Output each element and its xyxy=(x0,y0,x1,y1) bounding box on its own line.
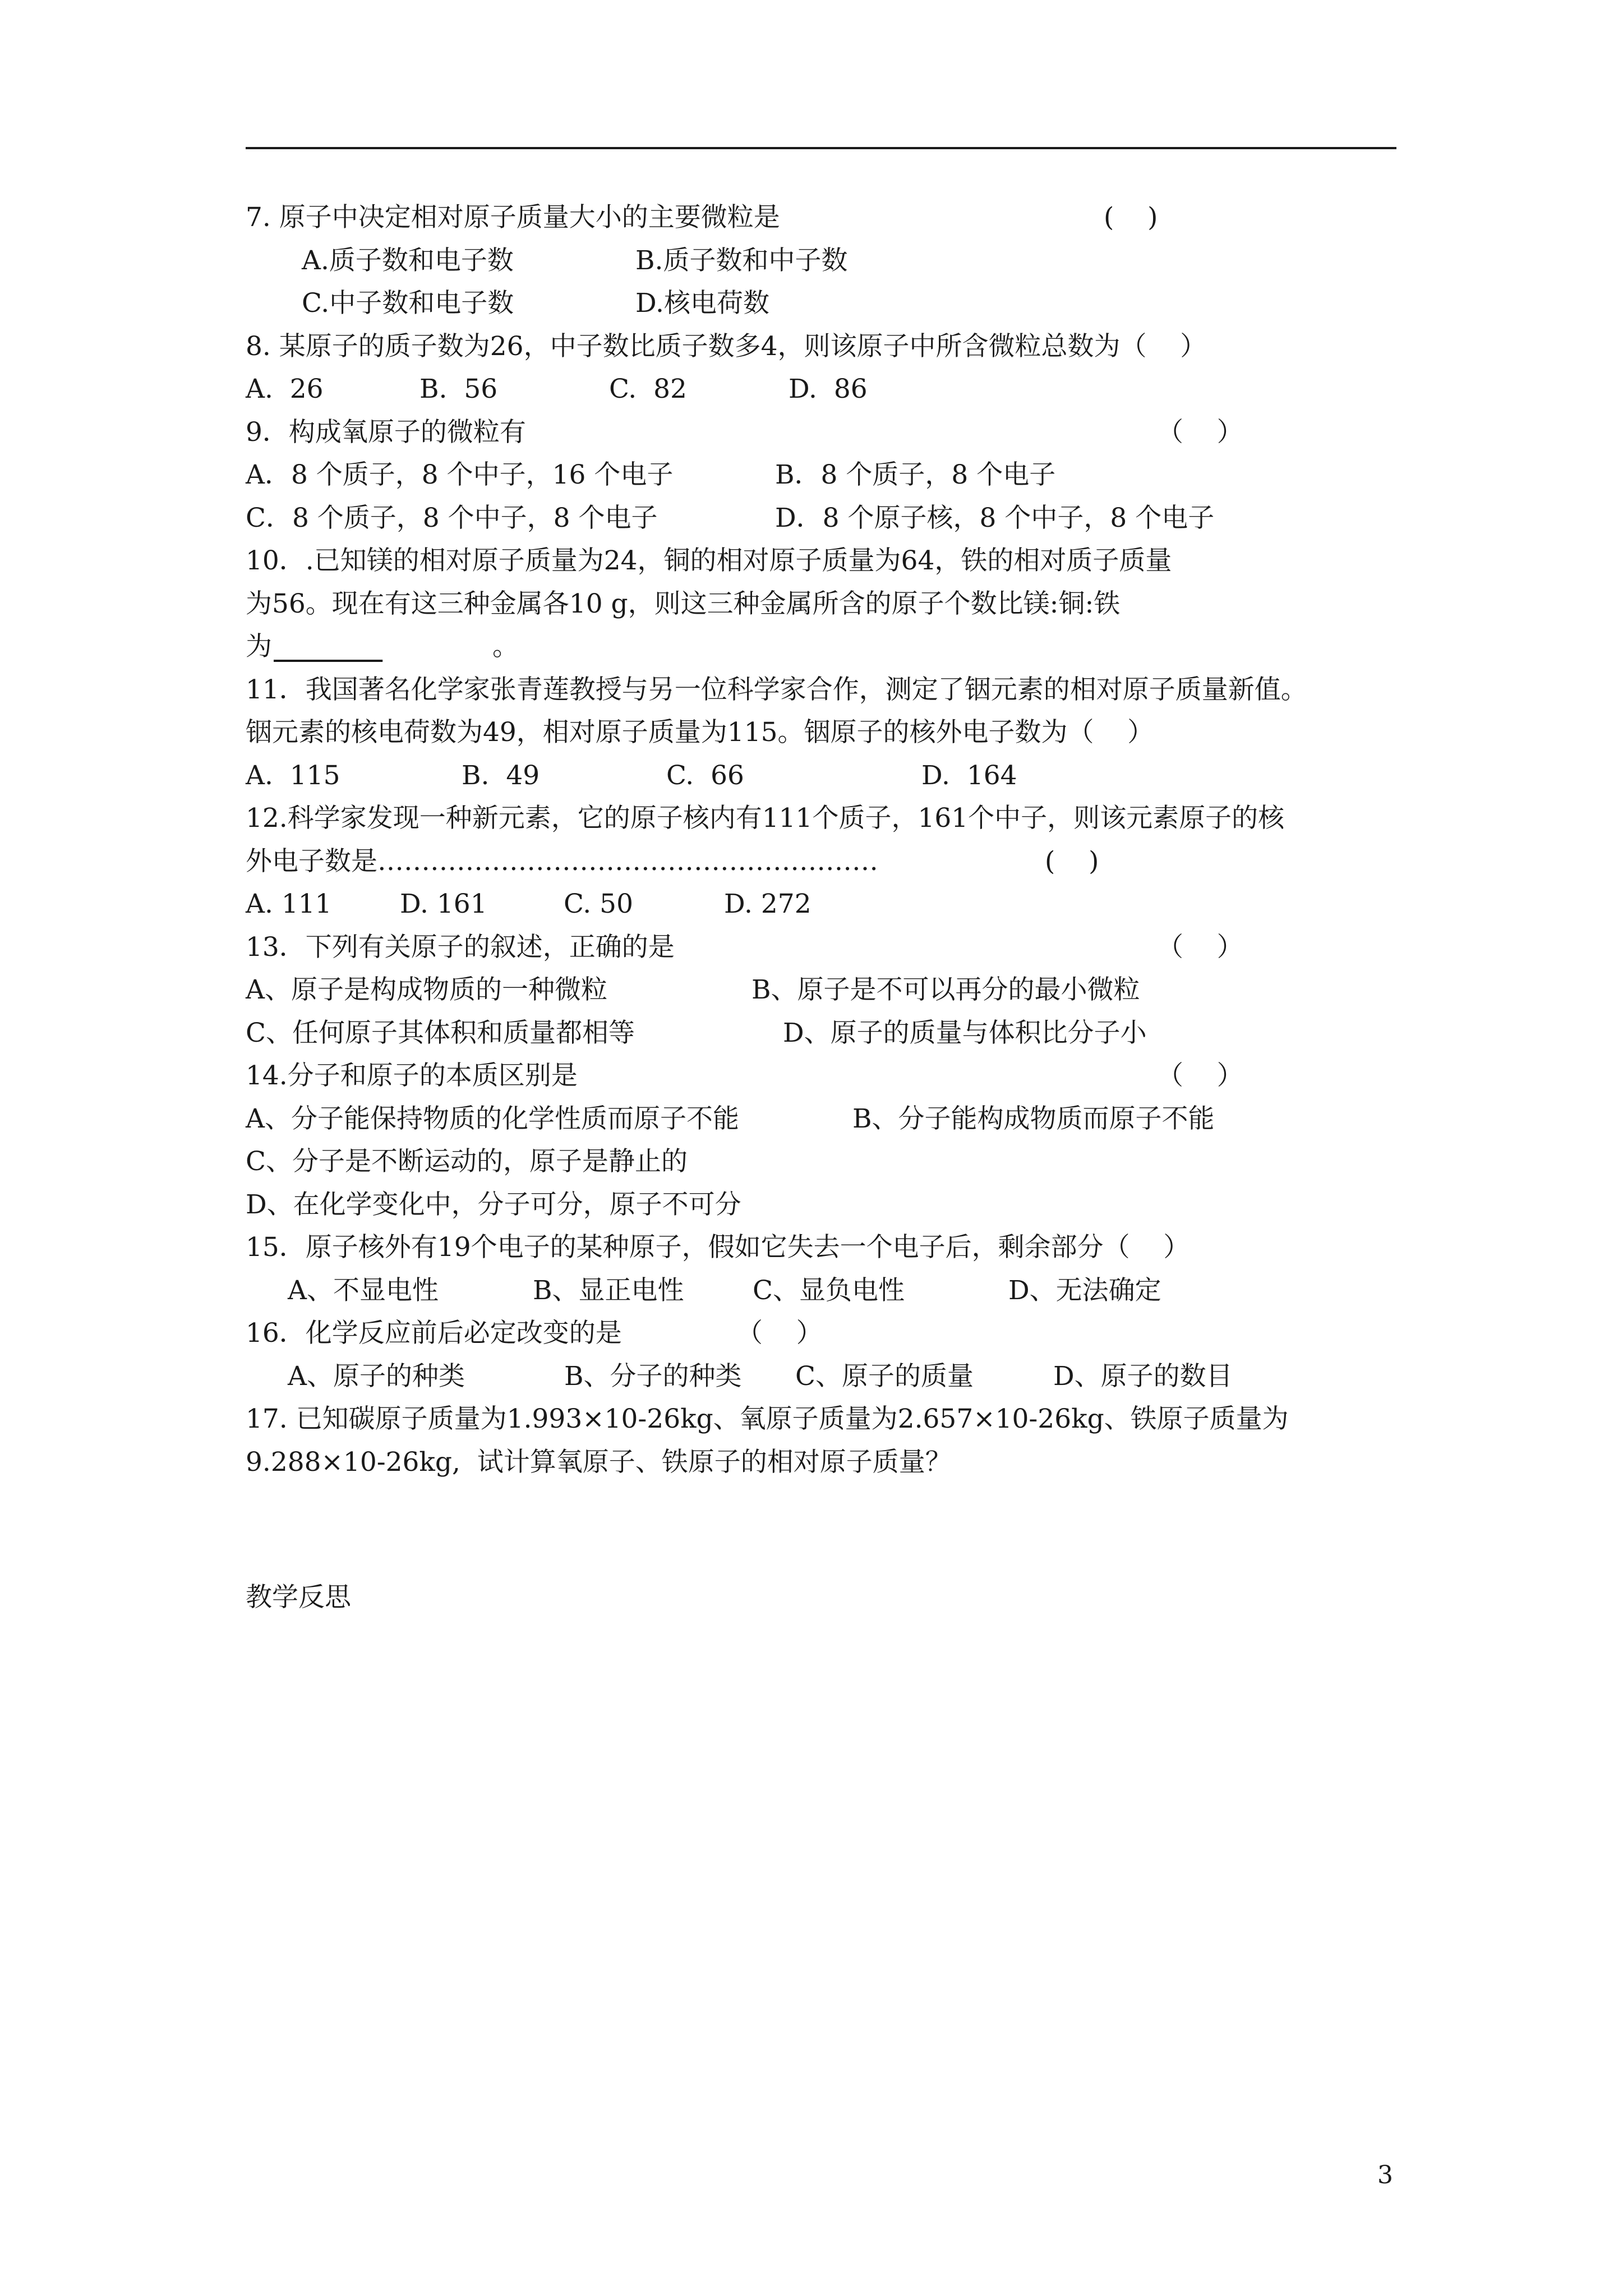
question-text: 8. 某原子的质子数为26，中子数比质子数多4，则该原子中所含微粒总数为（ ） xyxy=(246,330,1207,362)
question-text: D、无法确定 xyxy=(1008,1274,1161,1306)
question-text: ( ) xyxy=(1045,845,1099,877)
question-text: D、在化学变化中，分子可分，原子不可分 xyxy=(246,1189,741,1220)
question-text: 7. 原子中决定相对原子质量大小的主要微粒是 xyxy=(246,202,780,233)
question-line xyxy=(246,540,1418,583)
question-line xyxy=(246,711,1418,754)
question-text: （ ） xyxy=(1157,416,1243,448)
question-text: C.中子数和电子数 xyxy=(302,288,514,319)
question-line xyxy=(246,1398,1418,1441)
question-text: 为56。现在有这三种金属各10 g，则这三种金属所含的原子个数比镁:铜:铁 xyxy=(246,588,1121,619)
question-line xyxy=(246,926,1418,969)
question-text: D. 164 xyxy=(921,760,1017,791)
question-text: A．8 个质子，8 个中子，16 个电子 xyxy=(246,459,674,490)
question-text: D. 161 xyxy=(400,889,487,919)
question-text: B、原子是不可以再分的最小微粒 xyxy=(751,974,1140,1005)
question-text: 为 xyxy=(246,631,272,662)
question-line xyxy=(246,1269,1418,1313)
question-text: C、分子是不断运动的，原子是静止的 xyxy=(246,1146,688,1177)
question-line xyxy=(246,325,1418,369)
question-line xyxy=(246,368,1418,411)
question-line xyxy=(246,497,1418,540)
question-line xyxy=(246,625,1418,669)
question-text: C. 66 xyxy=(666,760,744,791)
question-text: A. 26 xyxy=(246,374,324,404)
reflection-heading: 教学反思 xyxy=(246,1582,351,1613)
question-line xyxy=(246,240,1418,283)
question-text: A、原子的种类 xyxy=(288,1360,465,1392)
question-text: 9.288×10-26kg, 试计算氧原子、铁原子的相对原子质量？ xyxy=(246,1446,952,1478)
question-text: A. 111 xyxy=(246,889,332,919)
question-text: C. 50 xyxy=(564,889,633,919)
question-text: B、分子能构成物质而原子不能 xyxy=(852,1103,1215,1134)
question-text: （ ） xyxy=(1157,1060,1243,1091)
question-text: 12.科学家发现一种新元素，它的原子核内有111个质子，161个中子，则该元素原子的核 xyxy=(246,803,1285,834)
question-text: A. 115 xyxy=(246,760,340,791)
question-text: A.质子数和电子数 xyxy=(302,245,514,276)
question-line xyxy=(246,1098,1418,1141)
question-line xyxy=(246,840,1418,884)
question-text: D. 86 xyxy=(789,374,868,404)
question-text: D. 272 xyxy=(724,889,811,919)
question-line xyxy=(246,1312,1418,1355)
question-line xyxy=(246,1441,1418,1484)
question-text: A、不显电性 xyxy=(288,1274,439,1306)
question-line xyxy=(246,454,1418,497)
question-text: D．8 个原子核，8 个中子，8 个电子 xyxy=(775,502,1215,533)
question-line xyxy=(246,1355,1418,1398)
question-line xyxy=(246,196,1418,240)
question-text: 15．原子核外有19个电子的某种原子，假如它失去一个电子后，剩余部分（ ） xyxy=(246,1232,1190,1263)
question-text: B. 49 xyxy=(462,760,540,791)
question-line xyxy=(246,669,1418,712)
question-line xyxy=(246,1226,1418,1269)
question-text: D.核电荷数 xyxy=(635,288,769,319)
question-text: B．8 个质子，8 个电子 xyxy=(775,459,1056,490)
question-text: B. 56 xyxy=(419,374,498,404)
question-text: 14.分子和原子的本质区别是 xyxy=(246,1060,578,1091)
question-text: 铟元素的核电荷数为49，相对原子质量为115。铟原子的核外电子数为（ ） xyxy=(246,717,1154,748)
question-text: 11．我国著名化学家张青莲教授与另一位科学家合作，测定了铟元素的相对原子质量新值。 xyxy=(246,674,1307,705)
question-text: B.质子数和中子数 xyxy=(635,245,848,276)
question-line xyxy=(246,1184,1418,1227)
question-line xyxy=(246,583,1418,626)
question-text: C、原子的质量 xyxy=(795,1360,974,1392)
question-text: C．8 个质子，8 个中子，8 个电子 xyxy=(246,502,658,533)
question-line xyxy=(246,1055,1418,1098)
question-text: 10．.已知镁的相对原子质量为24，铜的相对原子质量为64，铁的相对质子质量 xyxy=(246,545,1172,576)
question-text: C. 82 xyxy=(609,374,687,404)
question-text: B、分子的种类 xyxy=(564,1360,742,1392)
question-line xyxy=(246,754,1418,798)
question-line xyxy=(246,1140,1418,1184)
question-line xyxy=(246,282,1418,325)
question-line xyxy=(246,411,1418,454)
question-text: D、原子的质量与体积比分子小 xyxy=(783,1017,1147,1048)
question-list xyxy=(246,196,1418,1484)
question-text: D、原子的数目 xyxy=(1053,1360,1233,1392)
question-text: 外电子数是………………………………………………… xyxy=(246,845,878,877)
question-line xyxy=(246,969,1418,1012)
question-text: 9．构成氧原子的微粒有 xyxy=(246,416,526,448)
question-text: 17. 已知碳原子质量为1.993×10-26kg、氧原子质量为2.657×10-26kg、铁原子质量为 xyxy=(246,1404,1289,1434)
question-text: C、任何原子其体积和质量都相等 xyxy=(246,1017,635,1048)
answer-blank xyxy=(274,625,382,669)
question-text: A、分子能保持物质的化学性质而原子不能 xyxy=(246,1103,739,1134)
header-rule xyxy=(246,147,1396,149)
question-text: B、显正电性 xyxy=(533,1274,684,1306)
question-text: C、显负电性 xyxy=(753,1274,905,1306)
question-text: 。 xyxy=(492,631,519,662)
page-number: 3 xyxy=(1377,2161,1393,2189)
question-line xyxy=(246,1012,1418,1055)
question-line xyxy=(246,797,1418,840)
question-text: 16．化学反应前后必定改变的是 xyxy=(246,1318,622,1349)
question-text: ( ) xyxy=(1104,202,1158,233)
question-text: A、原子是构成物质的一种微粒 xyxy=(246,974,607,1005)
question-text: （ ） xyxy=(736,1318,823,1349)
question-text: （ ） xyxy=(1157,931,1243,963)
question-line xyxy=(246,883,1418,926)
question-text: 13．下列有关原子的叙述，正确的是 xyxy=(246,931,675,963)
